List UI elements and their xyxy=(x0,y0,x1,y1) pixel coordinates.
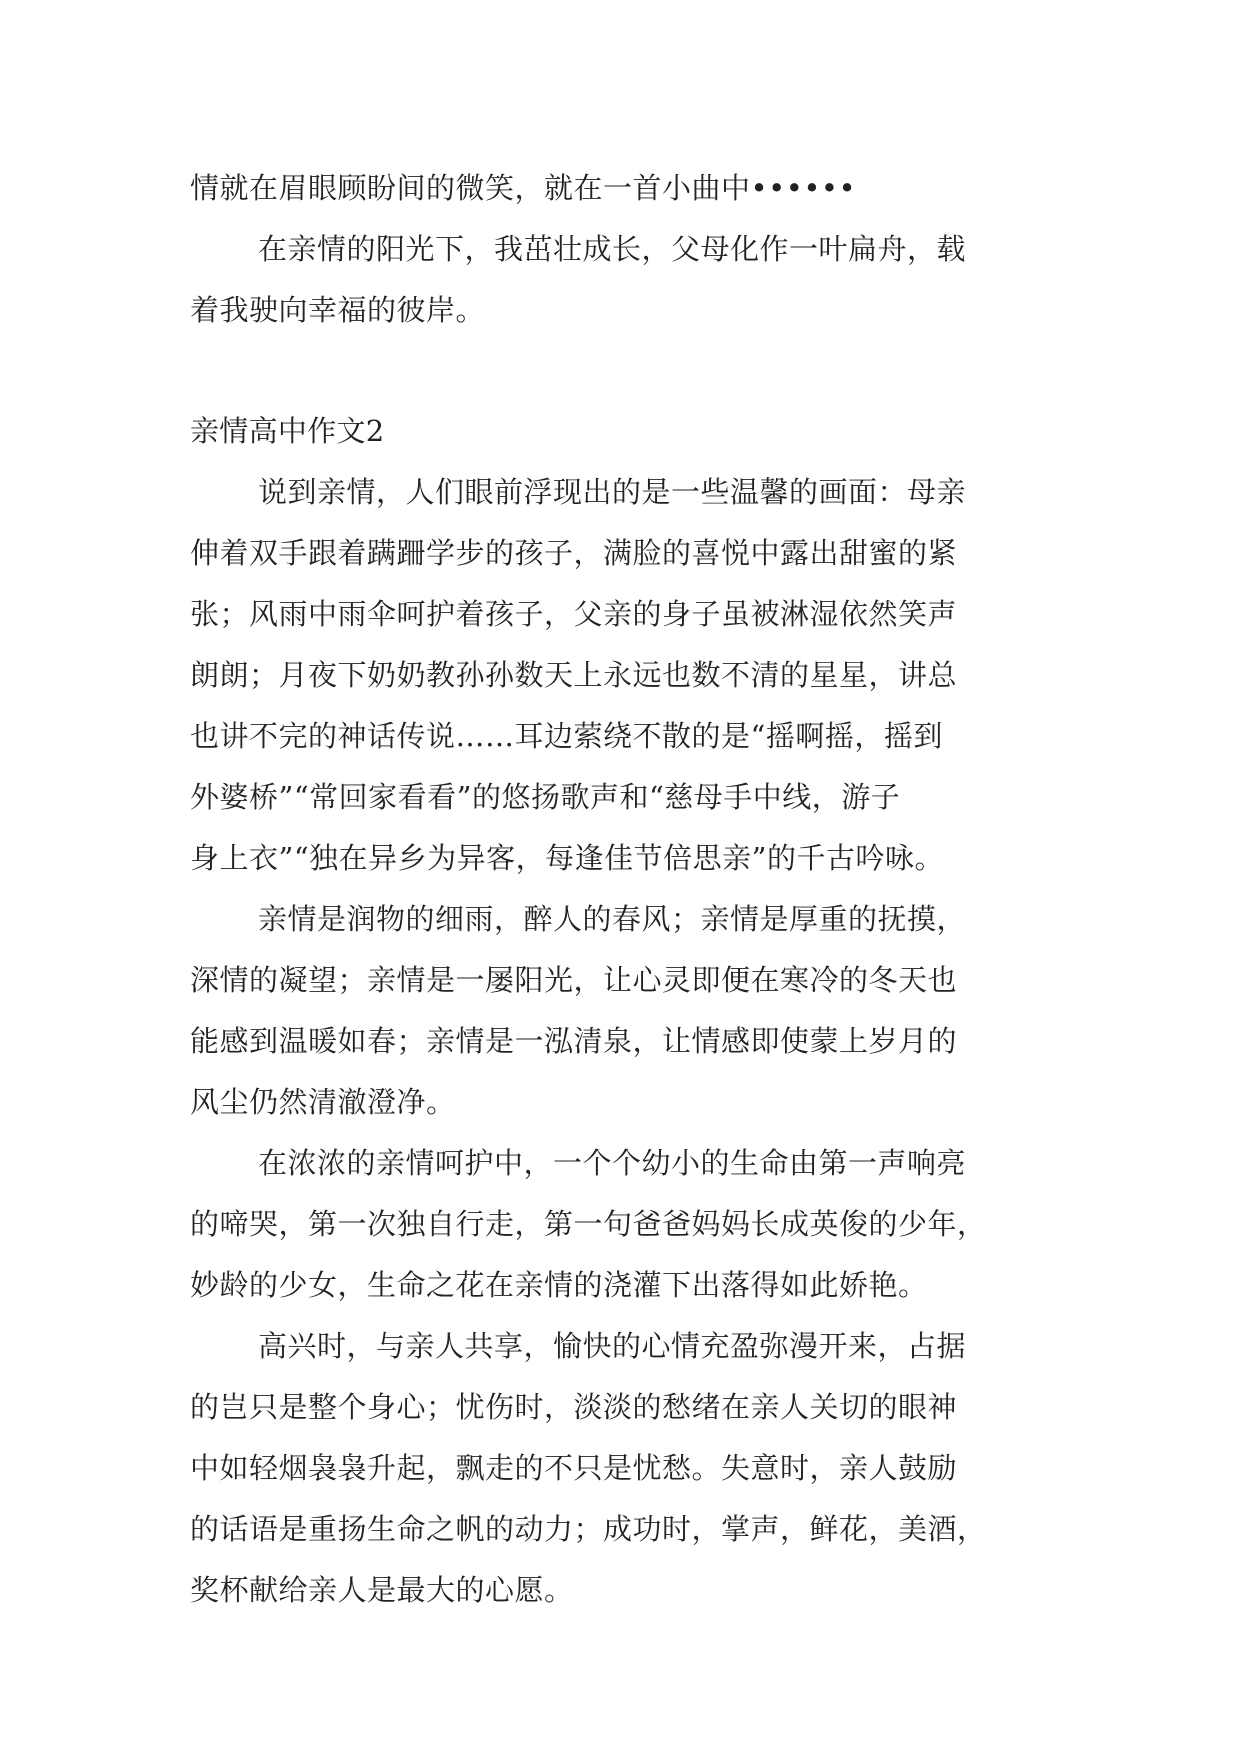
paragraph-3 xyxy=(190,1133,1070,1316)
text-line: 外婆桥”“常回家看看”的悠扬歌声和“慈母手中线，游子 xyxy=(190,780,901,814)
document-page xyxy=(190,158,1070,1621)
text-line: 身上衣”“独在异乡为异客，每逢佳节倍思亲”的千古吟咏。 xyxy=(190,841,944,875)
text-line: 张；风雨中雨伞呵护着孩子，父亲的身子虽被淋湿依然笑声 xyxy=(190,597,958,631)
text-line: 深情的凝望；亲情是一屡阳光，让心灵即便在寒冷的冬天也 xyxy=(190,963,958,997)
paragraph-1 xyxy=(190,462,1070,889)
text-line: 情就在眉眼顾盼间的微笑，就在一首小曲中•••••• xyxy=(190,171,857,205)
text-line: 在浓浓的亲情呵护中，一个个幼小的生命由第一声响亮 xyxy=(258,1146,967,1180)
essay-title: 亲情高中作文2 xyxy=(190,414,385,448)
text-line: 朗朗；月夜下奶奶教孙孙数天上永远也数不清的星星，讲总 xyxy=(190,658,958,692)
text-line: 妙龄的少女，生命之花在亲情的浇灌下出落得如此娇艳。 xyxy=(190,1268,928,1302)
text-line: 的啼哭，第一次独自行走，第一句爸爸妈妈长成英俊的少年， xyxy=(190,1207,987,1241)
paragraph-4 xyxy=(190,1316,1070,1621)
text-line: 奖杯献给亲人是最大的心愿。 xyxy=(190,1573,574,1607)
text-line: 亲情是润物的细雨，醉人的春风；亲情是厚重的抚摸， xyxy=(258,902,967,936)
text-line: 的岂只是整个身心；忧伤时，淡淡的愁绪在亲人关切的眼神 xyxy=(190,1390,958,1424)
text-line: 的话语是重扬生命之帆的动力；成功时，掌声，鲜花，美酒， xyxy=(190,1512,987,1546)
text-line: 伸着双手跟着蹒跚学步的孩子，满脸的喜悦中露出甜蜜的紧 xyxy=(190,536,958,570)
text-line: 也讲不完的神话传说……耳边萦绕不散的是“摇啊摇，摇到 xyxy=(190,719,943,753)
previous-essay-ending xyxy=(190,158,1070,341)
text-line: 在亲情的阳光下，我茁壮成长，父母化作一叶扁舟，载 xyxy=(258,232,967,266)
text-line: 中如轻烟袅袅升起，飘走的不只是忧愁。失意时，亲人鼓励 xyxy=(190,1451,958,1485)
text-line: 风尘仍然清澈澄净。 xyxy=(190,1085,456,1119)
text-line: 着我驶向幸福的彼岸。 xyxy=(190,293,486,327)
text-line: 高兴时，与亲人共享，愉快的心情充盈弥漫开来，占据 xyxy=(258,1329,967,1363)
paragraph-2 xyxy=(190,889,1070,1133)
section-gap xyxy=(190,341,1070,401)
text-line: 说到亲情，人们眼前浮现出的是一些温馨的画面：母亲 xyxy=(258,475,967,509)
text-line: 能感到温暖如春；亲情是一泓清泉，让情感即使蒙上岁月的 xyxy=(190,1024,958,1058)
